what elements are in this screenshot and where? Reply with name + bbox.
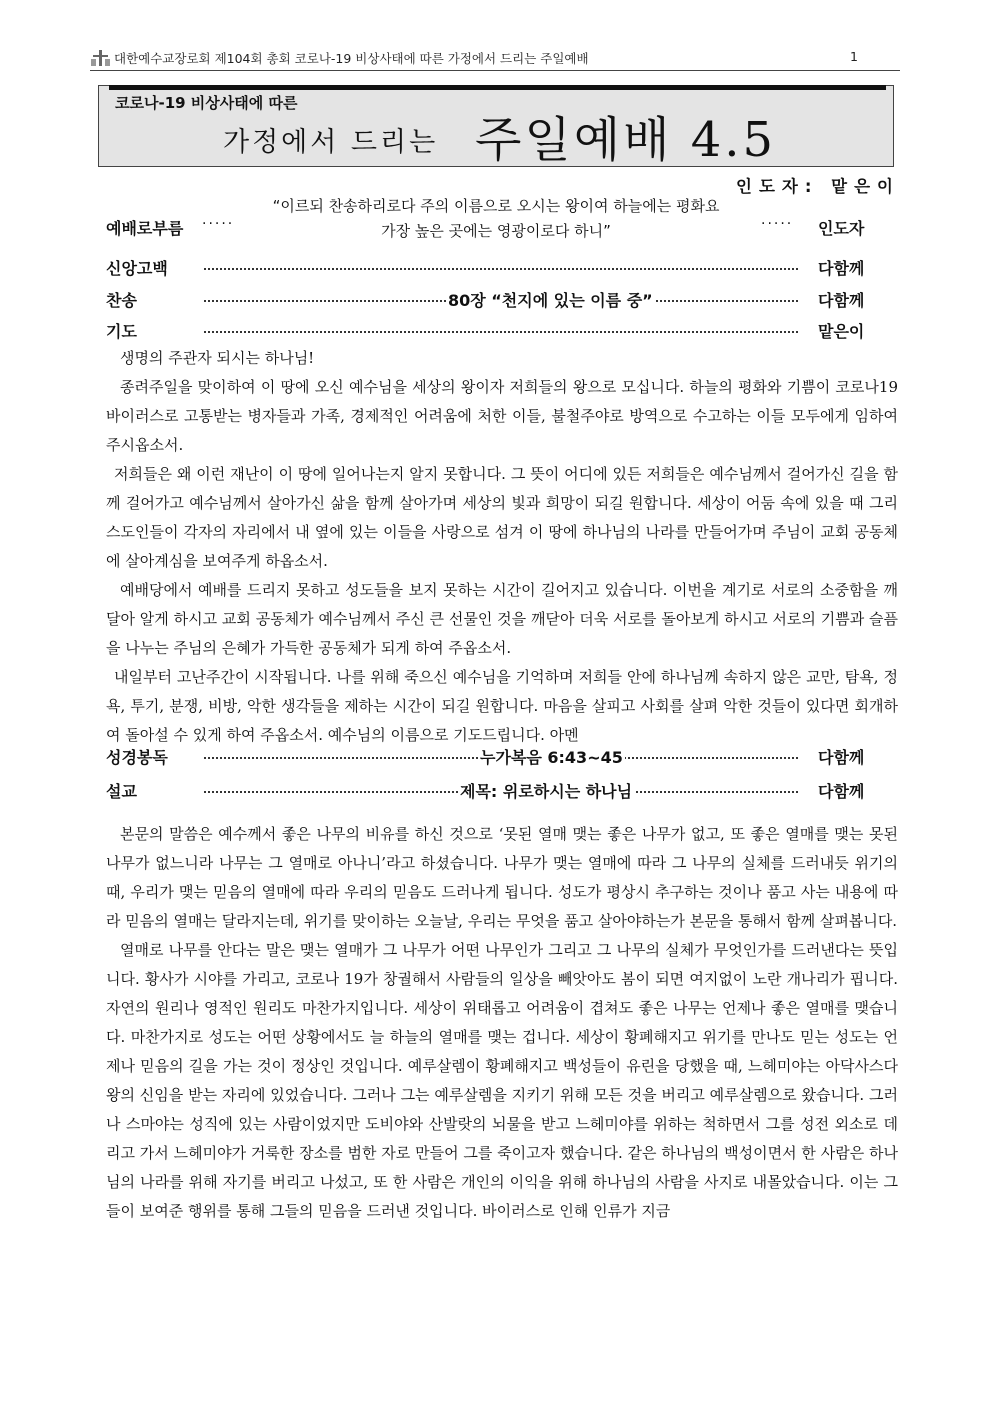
dot-leader	[204, 268, 798, 270]
church-logo-icon	[90, 49, 112, 67]
order-label: 기도	[106, 322, 137, 341]
order-who: 맡은이	[818, 322, 865, 341]
prayer-paragraph: 내일부터 고난주간이 시작됩니다. 나를 위해 죽으신 예수님을 기억하며 저희들 안에 하나님께 속하지 않은 교만, 탐욕, 정욕, 투기, 분쟁, 비방, 악한 생각들을 제하는 시간이 되길 원합니다. 마음을 살피고 사회를 살펴 악한 것들이 있다면 회개하여 돌아설 수 있게 하여 주옵소서. 예수님의 이름으로 기도드립니다. 아멘	[106, 668, 898, 744]
scripture-reference: 누가복음 6:43~45	[478, 745, 625, 768]
order-hymn	[106, 288, 898, 314]
dot-leader	[204, 331, 798, 333]
title-subtitle: 코로나-19 비상사태에 따른	[115, 94, 298, 112]
order-scripture	[106, 745, 898, 771]
header-title: 대한예수교장로회 제104회 총회 코로나-19 비상사태에 따른 가정에서 드리는 주일예배	[114, 51, 589, 66]
verse-line-1: “이르되 찬송하리로다 주의 이름으로 오시는 왕이여 하늘에는 평화요	[272, 197, 720, 215]
page-header	[90, 48, 902, 68]
sermon-title: 제목: 위로하시는 하나님	[458, 779, 634, 802]
order-who: 다함께	[818, 748, 865, 767]
prayer-paragraph: 생명의 주관자 되시는 하나님!	[120, 349, 315, 367]
hymn-title: 80장 “천지에 있는 이름 중”	[446, 288, 655, 311]
header-divider	[90, 70, 900, 71]
prayer-paragraph: 예배당에서 예배를 드리지 못하고 성도들을 보지 못하는 시간이 길어지고 있습니다. 이번을 계기로 서로의 소중함을 깨달아 알게 하시고 교회 공동체가 예수님께서 주신 큰 선물인 것을 깨닫아 더욱 서로를 돌아보게 하시고 서로의 기쁨과 슬픔을 나누는 주님의 은혜가 가득한 공동체가 되게 하여 주옵소서.	[106, 581, 898, 657]
order-label: 신앙고백	[106, 259, 168, 278]
leader-name: 맡은이	[831, 177, 900, 196]
prayer-text	[106, 344, 898, 750]
dot-leader-right: ·····	[761, 216, 794, 232]
call-to-worship-verse	[246, 194, 746, 244]
order-label: 설교	[106, 782, 137, 801]
order-who: 다함께	[818, 259, 865, 278]
dot-leader-left: ·····	[202, 216, 235, 232]
sermon-text	[106, 820, 898, 1226]
order-who: 다함께	[818, 291, 865, 310]
prayer-paragraph: 저희들은 왜 이런 재난이 이 땅에 일어나는지 알지 못합니다. 그 뜻이 어디에 있든 저희들은 예수님께서 걸어가신 길을 함께 걸어가고 예수님께서 살아가신 삶을 함께 살아가며 세상의 빛과 희망이 되길 원합니다. 세상이 어둠 속에 있을 때 그리스도인들이 각자의 자리에서 내 옆에 있는 이들을 사랑으로 섬겨 이 땅에 하나님의 나라를 만들어가며 주님이 교회 공동체에 살아계심을 보여주게 하옵소서.	[106, 465, 898, 570]
order-label: 찬송	[106, 291, 137, 310]
leader-label: 인도자:	[736, 177, 819, 196]
sermon-paragraph: 열매로 나무를 안다는 말은 맺는 열매가 그 나무가 어떤 나무인가 그리고 그 나무의 실체가 무엇인가를 드러낸다는 뜻입니다. 황사가 시야를 가리고, 코로나 19가 창궐해서 사람들의 일상을 빼앗아도 봄이 되면 여지없이 노란 개나리가 핍니다. 자연의 원리나 영적인 원리도 마찬가지입니다. 세상이 위태롭고 어려움이 겹쳐도 좋은 나무는 언제나 좋은 열매를 맺습니다. 마찬가지로 성도는 어떤 상황에서도 늘 하늘의 열매를 맺는 겁니다. 세상이 황폐해지고 위기를 만나도 믿는 성도는 언제나 믿음의 길을 가는 것이 정상인 것입니다. 예루살렘이 황폐해지고 백성들이 유린을 당했을 때, 느헤미야는 아닥사스다 왕의 신임을 받는 자리에 있었습니다. 그러나 그는 예루살렘을 지키기 위해 모든 것을 버리고 예루살렘으로 왔습니다. 그러나 스마야는 성직에 있는 사람이었지만 도비야와 산발랏의 뇌물을 받고 느헤미야를 위하는 척하면서 그를 성전 외소로 데리고 가서 느헤미야가 거룩한 장소를 범한 자로 만들어 그를 죽이고자 했습니다. 같은 하나님의 백성이면서 한 사람은 하나님의 나라를 위해 자기를 버리고 나섰고, 또 한 사람은 개인의 이익을 위해 하나님의 사람을 사지로 내몰았습니다. 이는 그들이 보여준 행위를 통해 그들의 믿음을 드러낸 것입니다. 바이러스로 인해 인류가 지금	[106, 941, 898, 1220]
order-who: 인도자	[818, 219, 865, 238]
sermon-paragraph: 본문의 말씀은 예수께서 좋은 나무의 비유를 하신 것으로 ‘못된 열매 맺는 좋은 나무가 없고, 또 좋은 열매를 맺는 못된 나무가 없느니라 나무는 그 열매로 아나니’라고 하셨습니다. 나무가 맺는 열매에 따라 그 나무의 실체를 드러내듯 위기의 때, 우리가 맺는 믿음의 열매에 따라 우리의 믿음도 드러나게 됩니다. 성도가 평상시 추구하는 것이나 품고 사는 내용에 따라 믿음의 열매는 달라지는데, 위기를 맞이하는 오늘날, 우리는 무엇을 품고 살아야하는가 본문을 통해서 함께 살펴봅니다.	[106, 825, 898, 930]
verse-line-2: 가장 높은 곳에는 영광이로다 하니”	[381, 222, 611, 240]
order-call-to-worship	[106, 197, 898, 242]
leader-line	[736, 173, 900, 197]
title-lead: 가정에서 드리는	[223, 127, 439, 158]
order-creed	[106, 256, 898, 282]
order-sermon	[106, 779, 898, 805]
order-who: 다함께	[818, 782, 865, 801]
order-label: 성경봉독	[106, 748, 168, 767]
order-prayer	[106, 319, 898, 345]
order-label: 예배로부름	[106, 219, 184, 238]
title-top-rule	[109, 85, 886, 90]
title-main: 주일예배 4.5	[475, 112, 777, 168]
page-number: 1	[850, 49, 858, 64]
prayer-paragraph: 종려주일을 맞이하여 이 땅에 오신 예수님을 세상의 왕이자 저희들의 왕으로 모십니다. 하늘의 평화와 기쁨이 코로나19 바이러스로 고통받는 병자들과 가족, 경제적인 어려움에 처한 이들, 불철주야로 방역으로 수고하는 이들 모두에게 임하여 주시옵소서.	[106, 378, 898, 454]
title-box	[98, 85, 894, 167]
